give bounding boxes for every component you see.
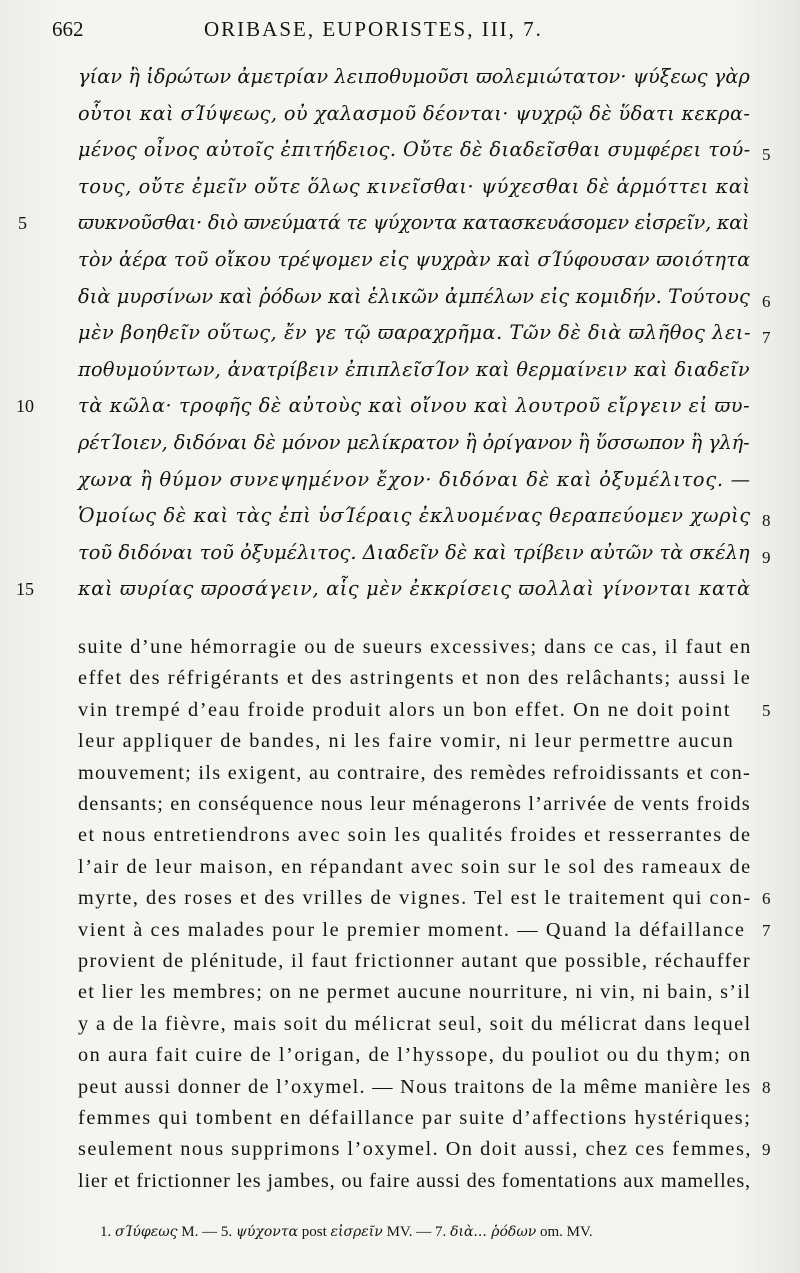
greek-line: Ὁμοίως δὲ καὶ τὰς ἐπὶ ὑσΊέραις ἐκλυομένας θεραπεύομεν χωρὶς	[78, 504, 751, 528]
french-line: peut aussi donner de l’oxymel. — Nous traitons de la même manière les	[78, 1075, 752, 1098]
french-line: vin trempé d’eau froide produit alors un bon effet. On ne doit point	[78, 698, 732, 721]
greek-line: τοῦ διδόναι τοῦ ὀξυμέλιτος. Διαδεῖν δὲ καὶ τρίβειν αὐτῶν τὰ σκέλη	[78, 540, 750, 564]
greek-line: τὰ κῶλα· τροφῆς δὲ αὐτοὺς καὶ οἴνου καὶ λουτροῦ εἴργειν εἰ ϖυ-	[78, 394, 751, 418]
french-line: leur appliquer de bandes, ni les faire vomir, ni leur permettre aucun	[78, 730, 735, 753]
french-line: mouvement; ils exigent, au contraire, des remèdes refroidissants et con-	[78, 761, 752, 784]
footnote-text: MV. — 7.	[386, 1224, 447, 1240]
greek-line: οὗτοι καὶ σΊύψεως, οὐ χαλασμοῦ δέονται· ψυχρῷ δὲ ὕδατι κεκρα-	[78, 101, 751, 125]
greek-line: τους, οὔτε ἐμεῖν οὔτε ὅλως κινεῖσθαι· ψύχεσθαι δὲ ἁρμόττει καὶ	[78, 174, 751, 198]
footnote-greek: σΊύφεως	[115, 1224, 178, 1240]
footnote	[100, 1224, 593, 1241]
french-line: lier et frictionner les jambes, ou faire aussi des fomentations aux mamelles,	[78, 1169, 751, 1192]
french-line: et nous entretiendrons avec soin les qualités froides et resserrantes de	[78, 824, 752, 847]
page-header	[52, 17, 702, 47]
greek-line: τὸν ἀέρα τοῦ οἴκου τρέψομεν εἰς ψυχρὰν καὶ σΊύφουσαν ϖοιότητα	[78, 248, 751, 271]
french-line: myrte, des roses et des vrilles de vignes. Tel est le traitement qui con-	[78, 887, 752, 910]
footnote-number: 1.	[100, 1224, 112, 1240]
page-number: 662	[52, 17, 84, 41]
section-number: 9	[762, 1140, 771, 1160]
section-number: 9	[762, 547, 771, 567]
french-line: densants; en conséquence nous leur ménagerons l’arrivée de vents froids	[78, 793, 751, 815]
footnote-text: M. — 5.	[181, 1224, 233, 1240]
section-number: 5	[762, 145, 771, 165]
french-line: suite d’une hémorragie ou de sueurs excessives; dans ce cas, il faut en	[78, 636, 752, 658]
section-number: 6	[762, 889, 771, 909]
french-line: on aura fait cuire de l’origan, de l’hyssope, du pouliot ou du thym; on	[78, 1044, 752, 1067]
footnote-greek: εἰσρεῖν	[330, 1224, 383, 1240]
section-number: 7	[762, 328, 771, 348]
footnote-text: post	[301, 1224, 327, 1240]
footnote-text: om. MV.	[540, 1224, 593, 1240]
greek-line: καὶ ϖυρίας ϖροσάγειν, αἷς μὲν ἐκκρίσεις ϖολλαὶ γίνονται κατὰ	[78, 577, 751, 601]
section-number: 7	[762, 920, 771, 940]
section-number: 5	[762, 700, 771, 720]
french-line: provient de plénitude, il faut frictionner autant que possible, réchauffer	[78, 950, 751, 972]
french-line: seulement nous supprimons l’oxymel. On doit aussi, chez ces femmes,	[78, 1138, 752, 1161]
greek-line: γίαν ἢ ἱδρώτων ἀμετρίαν λειποθυμοῦσι ϖολεμιώτατον· ψύξεως γὰρ	[78, 65, 750, 88]
french-line: y a de la fièvre, mais soit du mélicrat seul, soit du mélicrat dans lequel	[78, 1012, 752, 1035]
greek-line: ρέτΊοιεν, διδόναι δὲ μόνον μελίκρατον ἢ ὀρίγανον ἢ ὕσσωπον ἢ γλή-	[78, 431, 750, 454]
line-number: 10	[16, 396, 34, 417]
french-line: et lier les membres; on ne permet aucune nourriture, ni vin, ni bain, s’il	[78, 981, 752, 1004]
greek-line: διὰ μυρσίνων καὶ ῥόδων καὶ ἑλικῶν ἀμπέλων εἰς κομιδήν. Τούτους	[78, 284, 750, 308]
running-title: ORIBASE, EUPORISTES, III, 7.	[204, 17, 543, 41]
french-line: l’air de leur maison, en répandant avec soin sur le sol des rameaux de	[78, 855, 752, 878]
section-number: 6	[762, 291, 771, 311]
section-number: 8	[762, 1077, 771, 1097]
greek-line: χωνα ἢ θύμον συνεψημένον ἔχον· διδόναι δὲ καὶ ὀξυμέλιτος. —	[78, 467, 751, 491]
footnote-greek: ψύχοντα	[235, 1224, 298, 1240]
greek-line: ϖυκνοῦσθαι· διὸ ϖνεύματά τε ψύχοντα κατασκευάσομεν εἰσρεῖν, καὶ	[78, 211, 750, 235]
greek-line: ποθυμούντων, ἀνατρίβειν ἐπιπλεῖσΊον καὶ θερμαίνειν καὶ διαδεῖν	[78, 357, 750, 381]
french-line: vient à ces malades pour le premier moment. — Quand la défaillance	[78, 918, 746, 941]
greek-line: μένος οἶνος αὐτοῖς ἐπιτήδειος. Οὔτε δὲ διαδεῖσθαι συμφέρει τού-	[78, 138, 751, 162]
french-line: effet des réfrigérants et des astringents et non des relâchants; aussi le	[78, 667, 752, 690]
footnote-greek: διὰ... ῥόδων	[450, 1224, 537, 1240]
line-number: 15	[16, 579, 34, 600]
french-line: femmes qui tombent en défaillance par suite d’affections hystériques;	[78, 1107, 752, 1129]
line-number: 5	[18, 213, 27, 234]
section-number: 8	[762, 511, 771, 531]
greek-line: μὲν βοηθεῖν οὕτως, ἔν γε τῷ ϖαραχρῆμα. Τῶν δὲ διὰ ϖλῆθος λει-	[78, 321, 752, 345]
